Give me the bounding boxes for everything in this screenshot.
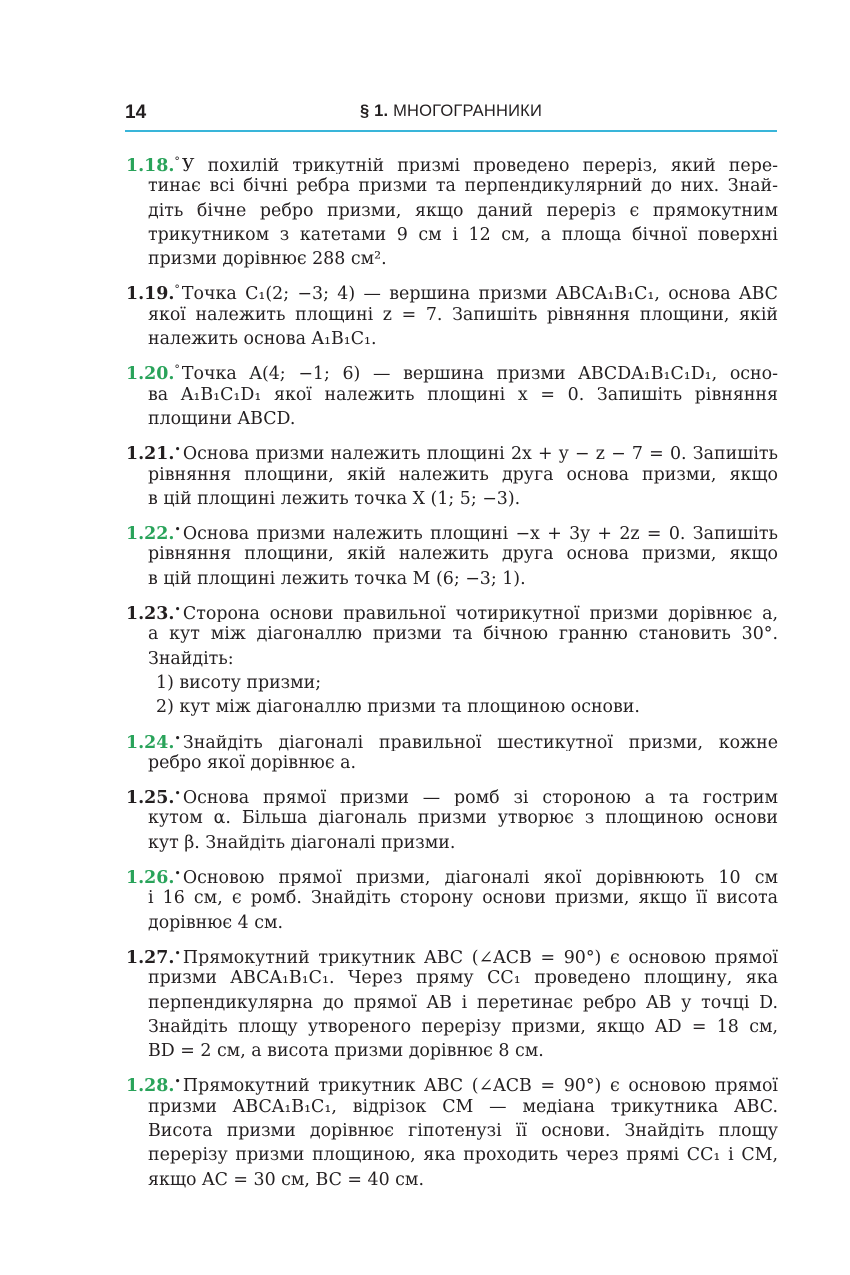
problem-line: [126, 622, 778, 646]
problem-line: [126, 1070, 778, 1094]
problem-text: Знайдіть площу утвореного перерізу призми, якщо AD = 18 см,: [148, 1016, 778, 1037]
problem-line: [126, 751, 778, 775]
problem-line: [126, 862, 778, 886]
difficulty-mark: •: [174, 867, 181, 881]
problem-line: [126, 518, 778, 542]
problem-text: Прямокутний трикутник ABC (∠ACB = 90°) є основою прямої: [182, 1076, 778, 1095]
problem-line: [126, 1015, 778, 1039]
problem-text: Знайдіть діагоналі правильної шестикутної призми, кожне: [182, 732, 778, 751]
problem-number: 1.18.: [126, 156, 175, 175]
problem-1-21: [126, 438, 778, 511]
section-title: [125, 102, 777, 121]
problem-line: [126, 223, 778, 247]
problem-number: 1.27.: [126, 947, 175, 967]
problem-text: якщо AC = 30 см, BC = 40 см.: [148, 1169, 424, 1190]
problem-number: 1.20.: [126, 364, 175, 383]
page-number: 14: [125, 102, 147, 123]
problem-line: [126, 991, 778, 1015]
problem-line: [126, 782, 778, 806]
problem-line: [126, 463, 778, 487]
difficulty-mark: •: [174, 731, 181, 745]
problem-line: [126, 199, 778, 223]
problem-line: [126, 567, 778, 591]
problem-text: Основа призми належить площині −x + 3y + 2z = 0. Запишіть: [182, 524, 778, 543]
problem-text: діть бічне ребро призми, якщо даний переріз є прямокутним: [148, 200, 778, 221]
problem-text: Основою прямої призми, діагоналі якої дорівнюють 10 см: [182, 868, 778, 887]
problem-line: [126, 598, 778, 622]
problem-text: рівняння площини, якій належить друга основа призми, якщо: [148, 544, 778, 565]
section-name: МНОГОГРАННИКИ: [393, 102, 543, 120]
problem-1-18: [126, 150, 778, 271]
problem-text: тинає всі бічні ребра призми та перпендикулярний до них. Знай-: [148, 176, 778, 197]
problem-text: перерізу призми площиною, яка проходить через прямі CC₁ і CM,: [148, 1145, 778, 1166]
problem-text: площини ABCD.: [148, 408, 296, 429]
difficulty-mark: •: [174, 946, 181, 960]
problem-1-26: [126, 862, 778, 935]
problem-text: призми ABCA₁B₁C₁, відрізок CM — медіана трикутника ABC.: [148, 1096, 778, 1117]
problem-line: [126, 438, 778, 462]
problem-line: [126, 647, 778, 671]
problem-text: Основа призми належить площині 2x + y − z − 7 = 0. Запишіть: [182, 444, 778, 463]
problem-1-27: [126, 942, 778, 1063]
problem-number: 1.24.: [126, 732, 175, 751]
problem-number: 1.19.: [126, 284, 175, 303]
problem-line: [126, 407, 778, 431]
problem-1-19: [126, 278, 778, 351]
problem-line: [126, 966, 778, 990]
problem-subitem: 2) кут між діагоналлю призми та площиною основи.: [156, 697, 640, 718]
problem-text: перпендикулярна до прямої AB і перетинає ребро AB у точці D.: [148, 992, 778, 1013]
problem-text: Точка A(4; −1; 6) — вершина призми ABCDA₁B₁C₁D₁, осно-: [181, 364, 778, 383]
difficulty-mark: •: [174, 523, 181, 537]
problem-line: [126, 174, 778, 198]
problem-line: [126, 1119, 778, 1143]
problem-number: 1.21.: [126, 444, 175, 463]
problem-text: кутом α. Більша діагональ призми утворює з площиною основи: [148, 808, 778, 829]
problem-line: [126, 358, 778, 382]
problem-number: 1.26.: [126, 868, 175, 887]
problem-number: 1.23.: [126, 604, 175, 623]
problem-text: в цій площині лежить точка X (1; 5; −3).: [148, 488, 521, 509]
problem-text: рівняння площини, якій належить друга основа призми, якщо: [148, 464, 778, 485]
problem-line: [126, 1168, 778, 1192]
problem-line: [126, 1039, 778, 1063]
problem-text: призми ABCA₁B₁C₁. Через пряму CC₁ проведено площину, яка: [148, 968, 778, 989]
problem-text: Знайдіть:: [148, 648, 234, 669]
problem-1-24: [126, 727, 778, 776]
section-number: § 1.: [359, 102, 389, 120]
page-header: [125, 96, 777, 132]
problem-text: призми дорівнює 288 см².: [148, 249, 387, 270]
problem-line: [126, 278, 778, 302]
problem-line: [126, 727, 778, 751]
problem-text: трикутником з катетами 9 см і 12 см, а площа бічної поверхні: [148, 224, 778, 245]
difficulty-mark: •: [174, 603, 181, 617]
problem-number: 1.22.: [126, 524, 175, 543]
problem-subitem: 1) висоту призми;: [156, 672, 322, 693]
problem-text: належить основа A₁B₁C₁.: [148, 329, 377, 350]
problem-text: Сторона основи правильної чотирикутної призми дорівнює a,: [182, 604, 778, 623]
problem-text: в цій площині лежить точка M (6; −3; 1).: [148, 568, 526, 589]
problem-1-28: [126, 1070, 778, 1191]
problem-line: [126, 383, 778, 407]
problem-text: Висота призми дорівнює гіпотенузі її основи. Знайдіть площу: [148, 1120, 778, 1141]
problem-1-25: [126, 782, 778, 855]
problem-line: [126, 542, 778, 566]
problem-1-23: [126, 598, 778, 719]
difficulty-mark: °: [174, 363, 180, 377]
difficulty-mark: °: [174, 155, 180, 168]
problem-line: [126, 1095, 778, 1119]
problem-line: [126, 327, 778, 351]
problem-number: 1.28.: [126, 1076, 175, 1095]
problem-line: [126, 150, 778, 174]
problem-text: BD = 2 см, а висота призми дорівнює 8 см.: [148, 1041, 544, 1062]
problem-text: а кут між діагоналлю призми та бічною гранню становить 30°.: [148, 624, 778, 645]
problem-line: [126, 303, 778, 327]
problem-number: 1.25.: [126, 788, 175, 807]
problem-list: [126, 150, 778, 1199]
problem-text: кут β. Знайдіть діагоналі призми.: [148, 832, 456, 853]
problem-text: якої належить площині z = 7. Запишіть рівняння площини, якій: [148, 304, 778, 325]
problem-text: У похилій трикутній призмі проведено переріз, який пере-: [181, 156, 778, 175]
problem-line: [126, 886, 778, 910]
problem-line: [126, 1143, 778, 1167]
problem-line: [126, 831, 778, 855]
difficulty-mark: •: [174, 443, 181, 457]
problem-text: Основа прямої призми — ромб зі стороною a та гострим: [182, 788, 778, 807]
difficulty-mark: •: [174, 787, 181, 801]
problem-text: і 16 см, є ромб. Знайдіть сторону основи призми, якщо її висота: [148, 888, 778, 909]
problem-1-22: [126, 518, 778, 591]
problem-text: ва A₁B₁C₁D₁ якої належить площині x = 0. Запишіть рівняння: [148, 384, 778, 405]
difficulty-mark: •: [174, 1075, 181, 1089]
problem-line: [126, 487, 778, 511]
problem-line: [126, 247, 778, 271]
difficulty-mark: °: [174, 283, 180, 297]
problem-1-20: [126, 358, 778, 431]
problem-text: дорівнює 4 см.: [148, 912, 284, 933]
problem-text: Прямокутний трикутник ABC (∠ACB = 90°) є основою прямої: [182, 947, 778, 967]
problem-text: Точка C₁(2; −3; 4) — вершина призми ABCA₁B₁C₁, основа ABC: [181, 284, 778, 303]
problem-line: [126, 911, 778, 935]
problem-line: [126, 806, 778, 830]
problem-text: ребро якої дорівнює a.: [148, 752, 356, 773]
problem-line: [126, 942, 778, 966]
